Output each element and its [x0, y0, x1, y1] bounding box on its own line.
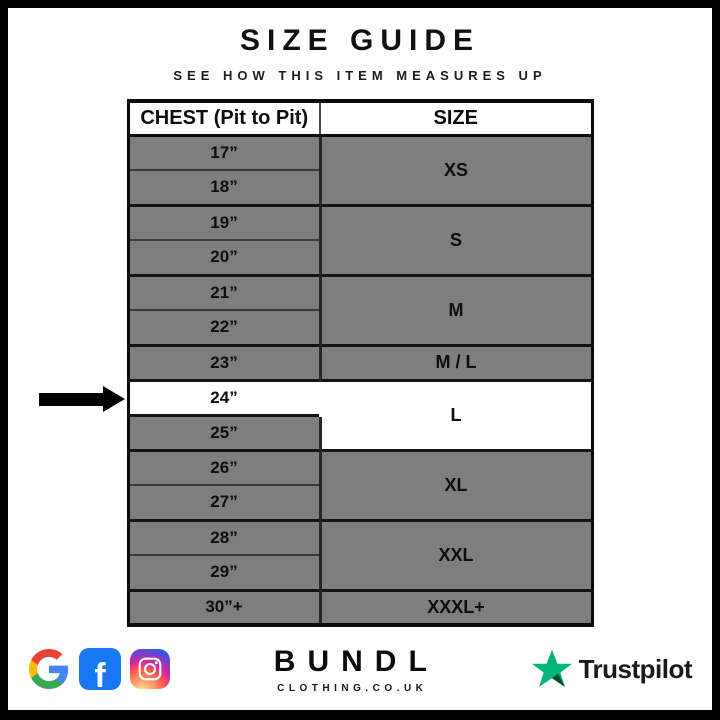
brand-block	[170, 645, 531, 694]
arrow-head	[103, 386, 125, 412]
chest-cell: 20”	[128, 240, 320, 275]
page-title: SIZE GUIDE	[239, 24, 481, 57]
table-row	[128, 345, 592, 380]
chest-cell: 21”	[128, 275, 320, 310]
size-cell: M	[320, 275, 592, 345]
chest-cell: 28”	[128, 520, 320, 555]
table-row	[128, 450, 592, 485]
size-table	[127, 99, 594, 627]
size-cell: XS	[320, 135, 592, 205]
highlight-arrow-icon	[39, 386, 125, 412]
footer	[8, 638, 712, 700]
size-cell-highlighted: L	[320, 380, 592, 450]
brand-url: CLOTHING.CO.UK	[277, 682, 428, 694]
table-row	[128, 135, 592, 170]
size-column-header: SIZE	[320, 101, 592, 135]
chest-cell: 26”	[128, 450, 320, 485]
chest-cell: 30”+	[128, 590, 320, 625]
chest-cell: 22”	[128, 310, 320, 345]
social-icons	[28, 648, 170, 690]
chest-cell: 19”	[128, 205, 320, 240]
chest-cell: 23”	[128, 345, 320, 380]
chest-cell: 18”	[128, 170, 320, 205]
size-table-wrap	[127, 99, 594, 627]
trustpilot-star-icon	[531, 648, 573, 690]
table-row	[128, 205, 592, 240]
table-row	[128, 275, 592, 310]
table-row	[128, 520, 592, 555]
table-header-row	[128, 101, 592, 135]
table-row	[128, 590, 592, 625]
size-cell: XXL	[320, 520, 592, 590]
google-icon[interactable]	[28, 648, 70, 690]
chest-cell: 29”	[128, 555, 320, 590]
chest-cell: 27”	[128, 485, 320, 520]
table-row-highlighted	[128, 380, 592, 415]
arrow-shaft	[39, 393, 103, 406]
chest-column-header: CHEST (Pit to Pit)	[128, 101, 320, 135]
chest-cell: 25”	[128, 415, 320, 450]
chest-cell-highlighted: 24”	[128, 380, 320, 415]
size-cell: S	[320, 205, 592, 275]
size-cell: XL	[320, 450, 592, 520]
instagram-icon[interactable]	[130, 649, 170, 689]
chest-cell: 17”	[128, 135, 320, 170]
page-subtitle: SEE HOW THIS ITEM MEASURES UP	[173, 68, 547, 83]
facebook-icon[interactable]: f	[79, 648, 121, 690]
size-cell: M / L	[320, 345, 592, 380]
brand-name: BUNDL	[273, 644, 439, 678]
size-cell: XXXL+	[320, 590, 592, 625]
trustpilot-logo[interactable]	[531, 648, 692, 690]
trustpilot-label: Trustpilot	[578, 653, 692, 684]
